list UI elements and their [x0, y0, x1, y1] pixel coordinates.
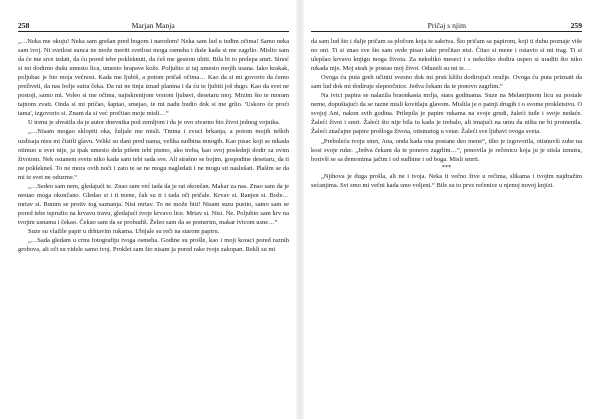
right-header-title: Pričaj s njim — [427, 21, 466, 30]
paragraph: Na ivici papira se nalazila braonkasta mrlja, stara godinama. Suze na Melanijinom licu su postale neme, dopuštajući da se razne misli kovitlaju glavom. Mislila je o patnji drugih i o svome prokletstvu. O svojoj Ani, nakon svih godina. Prilepila je papire rukama na svoje grudi, žaleći tuđe i svoje nedaće. Žaleći život i smrt. Žaleći što nije bila tu kada je trebalo, ali imajući na umu da ništa ne bi promenila. Žaleći značajne papire prošloga života, otismutog u vetar. Žaleći sve ljubavi ovoga sveta. — [311, 92, 582, 136]
left-header-title: Marjan Manja — [131, 21, 175, 30]
right-page — [304, 0, 600, 419]
paragraph: U trenu je shvatila da je autor dnevnika pod zemljom i da je ovo stvarno bio život jednog vojnika. — [28, 119, 280, 127]
left-page-number: 258 — [18, 21, 30, 30]
paragraph: Suze su vlažile papir u drhtavim rukama. Ubijale su reči na starom papiru. — [28, 227, 220, 235]
paragraph: Ovoga ću puta greh učiniti svesno dok mi prsti kližu dodirujući oružje. Ovoga ću puta priznati da sam lud dok mi dodiruje slepoočnice. Jedva čekam da te ponovo zagrlim.“ — [311, 74, 582, 91]
right-page-number: 259 — [570, 21, 582, 30]
left-running-head — [18, 21, 289, 32]
paragraph: „…Nisam mogao sklopiti oka, žuljale me misli. Tmina i zvuci brkanja, a potom mojih teških uzdisaja nisu mi čistili glavu. Veliki su dani pred nama, velika sudbina mnogih. Kao pisac koji se nikada otimuo u svet nije, ja ipak umesto dela pišem tebi pismo, ako treba, kao svoj poslednji dodir sa ovim životom. Nek ostanem svetu niko kada sam tebi sada sve. Ali strašno se bojim, gospodine desetaru, da ti ne pokleknеš. To ne mora ovih noći i zato te se ne mogu nagledati i ne mogu sit naslušati. Plašim se da mi te svet ne oduzme.“ — [18, 128, 289, 181]
book-gutter — [296, 0, 304, 419]
section-separator: *** — [441, 163, 452, 171]
right-body — [311, 37, 582, 190]
left-page — [0, 0, 296, 419]
paragraph: „Njihova je duga prošla, ali ne i tvoja. Neka ti večno žive u rečima, slikama i tvojim najdražim sećanjima. Svi smo mi večni kada smo voljeni.“ Bile su to prve rečenice u njenoj novoj knjizi. — [311, 172, 582, 189]
right-running-head — [311, 21, 582, 32]
paragraph: da sam lud što i dalje pričam sa pločom koja te sakriva. Što pričam sa papirom, koji ti duhu poznaje više no oni. Ti si znao sve što sam ovde pisao iako pročitao nisi. Čitao si mene i ostavio si mi trag. Ti si ulepšao krvavu knjigu moga života. Za nekoliko meseci i s nekoliko dodira uspeo si uraditi što niko nikada nije. Moj strah je postao moj život. Oduzeli su mi te… — [311, 38, 582, 73]
paragraph: „…Sada gledam u crnu fotografiju tvoga osmeha. Godine su prošle, kao i moji koraci pored raznih grobova, ali oči su videle samo tvoj. Proklet sam što nisam ja pored rake tvoje zakopan. Rekli su mi — [18, 237, 289, 254]
paragraph: „…Neka me okuju! Neka sam grešan pred bogom i narodom! Neka sam lud u tuđim očima! Samo neka sam tvoj. Ni svetlost sunca ne može meriti svetlost moga osmeha i duše kada si me zagrlio. Mislio sam da će me srce izdati, da ću pored tebe pokleknuti, da ćeš me gestom ubiti. Bila bi to prelepa smrt. Sinoć si mi dodirno dušu umesto lica, umesto hrapave kože. Poljubio si taj umesto mojih usana. Iako krakak, poljubac je bio moja večnost. Kada me ljubiš, a potom pričaš očima… Kao da si mi govorio da ćemo preživeti, da nas bolje sutra čeka. Da rat ne tinja iznad planina i da ću te ljubiti još dugo. Kao da svet ne postoji, samo mi. Voleo si me očima, najiskrenijom vrstom ljubavi, desetaru moj. Mrzim što te moram tajnom zvati. Onda si mi pričao, šaptao, smejao, te mi nadu budio dok si me grlio. 'Uskoro će proći tama', izgovorio si. Znam da si već pročitao moje misli…“ — [18, 38, 289, 118]
paragraph: „…Sedeo sam nem, gledajući te. Znao sam već tada da je rat okončan. Makar za nas. Znao sam da je nestao moga okončano. Gledao si i ti mene, čak su ti i tada oči pričale. Krvav si. Ranjen si. Bože… mrtav si. Bunim se protiv tog saznanja. Nisi mrtav. To ne može biti! Nisam suzu pustio, samo sam se pored tebe ispružio na krvavu travu, gledajući tvoje krvavo lice. Mrtav si. Nisi. Ne. Poljubio sam krv na tvojim usnama i čekao. Čekao sam da se probudiš. Želeo sam da se pomerim, makar ivicom usne…“ — [18, 182, 289, 226]
paragraph: „Preboleću tvoju smrt, Ana, onda kada ona postane deo mene“, tiho je izgovorila, otisnuvši zube na kosi svoje ruke. „Jedva čekam da te ponovo zagrlim…“, ponovila je rečenicu koja ju je stisla iznutra, borivši se sa demonima jačim i od sudbine i od boga. Misli smrti. — [311, 137, 582, 163]
left-body — [18, 37, 289, 254]
